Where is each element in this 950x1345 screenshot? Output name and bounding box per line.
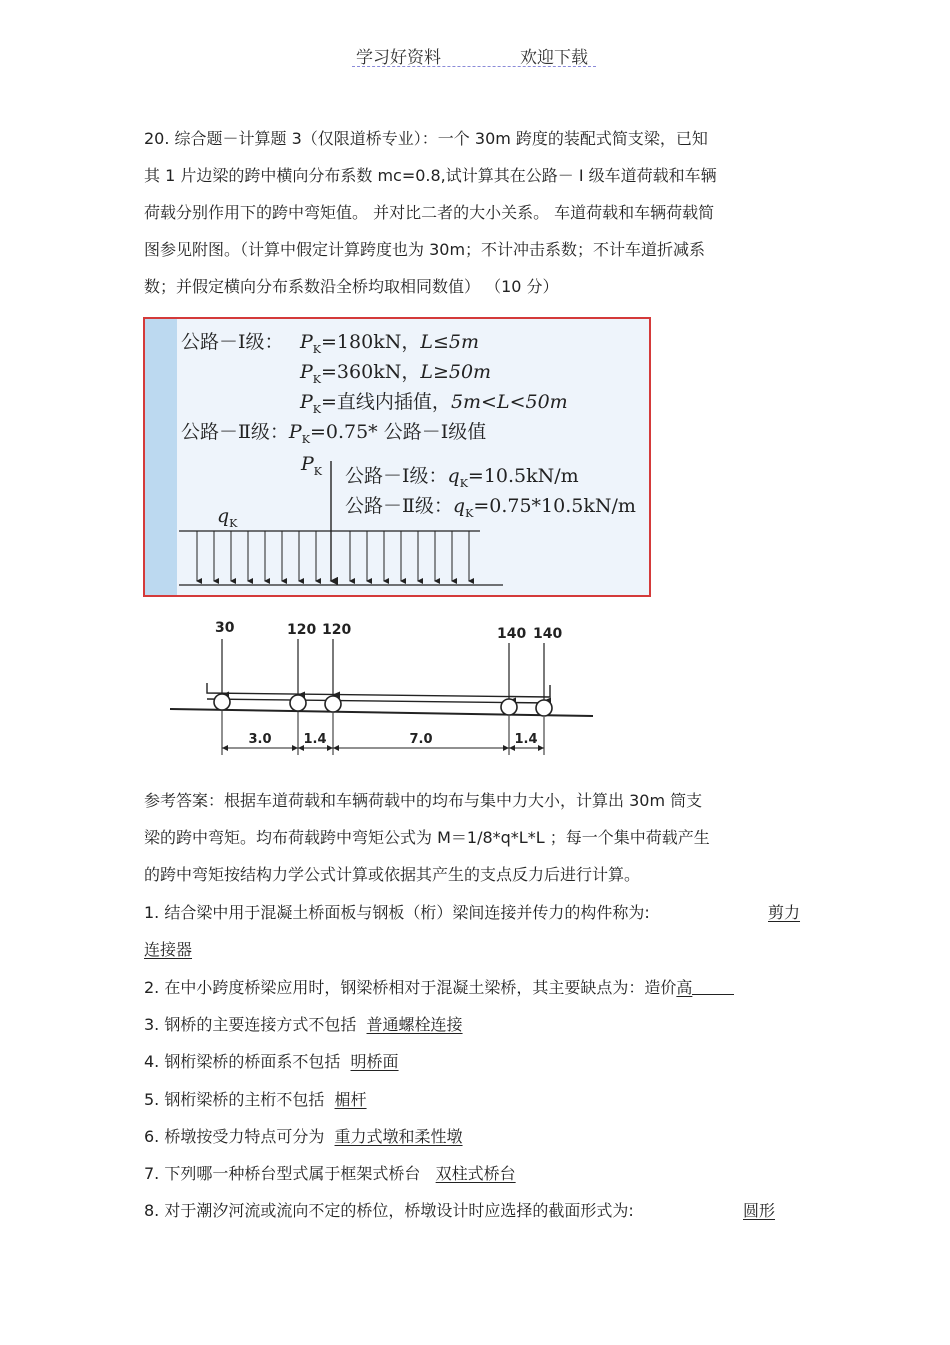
list-item (144, 1085, 367, 1115)
list-item (144, 935, 192, 965)
list-item (144, 973, 734, 1003)
item-answer: 双柱式桥台 (435, 1164, 516, 1183)
item-question: 5. 钢桁梁桥的主桁不包括 (144, 1090, 325, 1109)
axle-load-arrows (222, 639, 544, 701)
item-answer: 普通螺栓连接 (366, 1015, 463, 1034)
item-answer: 连接器 (144, 940, 193, 959)
question-line: 20. 综合题－计算题 3（仅限道桥专业）：一个 30m 跨度的装配式简支梁，已知 (144, 129, 708, 148)
axle-load-5: 140 (533, 626, 563, 642)
fig-row-2-formula: $P_K=360kN$，L≥50m (300, 361, 492, 386)
item-question: 8. 对于潮汐河流或流向不定的桥位，桥墩设计时应选择的截面形式为: (144, 1201, 634, 1220)
page-header (352, 40, 596, 67)
list-item (144, 898, 801, 928)
fig-row-1-formula: $P_K=180kN$，L≤5m (300, 331, 479, 356)
lane-load-figure (143, 317, 651, 597)
item-question: 3. 钢桥的主要连接方式不包括 (144, 1015, 357, 1034)
lane-load-drawing (145, 319, 651, 597)
answer-paragraph (144, 782, 710, 893)
uniform-load-arrows (197, 531, 469, 581)
list-item (144, 1047, 399, 1077)
item-answer: 剪力 (768, 903, 801, 922)
question-line: 其 1 片边梁的跨中横向分布系数 mc=0.8,试计算其在公路－ Ⅰ 级车道荷载和车辆 (144, 166, 717, 185)
question-line: 图参见附图。（计算中假定计算跨度也为 30m；不计冲击系数；不计车道折减系 (144, 240, 706, 259)
spacing-3: 7.0 (409, 732, 433, 747)
vehicle-load-figure (165, 615, 605, 765)
axle-load-3: 120 (322, 622, 352, 638)
item-answer: 重力式墩和柔性墩 (334, 1127, 463, 1146)
answer-line: 梁的跨中弯矩。均布荷载跨中弯矩公式为 M＝1/8*q*L*L ；每一个集中荷载产生 (144, 828, 710, 847)
vehicle-body (170, 683, 593, 716)
item-answer: 圆形 (743, 1201, 776, 1220)
question-line: 荷载分别作用下的跨中弯矩值。 并对比二者的大小关系。 车道荷载和车辆荷载简 (144, 203, 715, 222)
list-item (144, 1196, 776, 1226)
answer-blank (692, 978, 734, 995)
spacing-4: 1.4 (514, 732, 538, 747)
header-left: 学习好资料 (356, 48, 441, 68)
qk-label: $q_K$ (217, 505, 238, 530)
header-right: 欢迎下载 (520, 48, 588, 68)
answer-line: 参考答案：根据车道荷载和车辆荷载中的均布与集中力大小，计算出 30m 筒支 (144, 791, 703, 810)
lane-load-1: 公路－Ⅰ级：$q_K=10.5kN/m$ (345, 465, 579, 490)
spacing-labels (248, 732, 537, 747)
spacing-2: 1.4 (303, 732, 327, 747)
pk-label: $P_K$ (301, 453, 323, 478)
fig-row-3-formula: $P_K=$直线内插值，5m<L<50m (300, 391, 568, 416)
fig-row-1: 公路－Ⅰ级： (181, 331, 284, 353)
item-question: 6. 桥墩按受力特点可分为 (144, 1127, 325, 1146)
question-line: 数；并假定横向分布系数沿全桥均取相同数值） （10 分） (144, 277, 559, 296)
lane-load-2: 公路－Ⅱ级：$q_K=0.75*10.5kN/m$ (345, 495, 636, 520)
list-item (144, 1122, 463, 1152)
item-answer: 楣杆 (334, 1090, 367, 1109)
item-answer: 明桥面 (350, 1052, 399, 1071)
item-question: 1. 结合梁中用于混凝土桥面板与钢板（桁）梁间连接并传力的构件称为: (144, 903, 650, 922)
item-question: 4. 钢桁梁桥的桥面系不包括 (144, 1052, 341, 1071)
axle-load-1: 30 (215, 620, 235, 636)
spacing-1: 3.0 (248, 732, 272, 747)
list-item (144, 1010, 463, 1040)
axle-load-2: 120 (287, 622, 317, 638)
axle-load-labels (215, 620, 562, 642)
axle-load-4: 140 (497, 626, 527, 642)
item-question: 2. 在中小跨度桥梁应用时，钢梁桥相对于混凝土梁桥，其主要缺点为：造价 (144, 978, 677, 997)
list-item (144, 1159, 516, 1189)
fig-row-4: 公路－Ⅱ级：$P_K=0.75*$ 公路－Ⅰ级值 (181, 421, 487, 446)
item-answer: 高 (676, 978, 693, 997)
item-question: 7. 下列哪一种桥台型式属于框架式桥台 (144, 1164, 421, 1183)
answer-line: 的跨中弯矩按结构力学公式计算或依据其产生的支点反力后进行计算。 (144, 865, 641, 884)
question-paragraph (144, 120, 717, 305)
